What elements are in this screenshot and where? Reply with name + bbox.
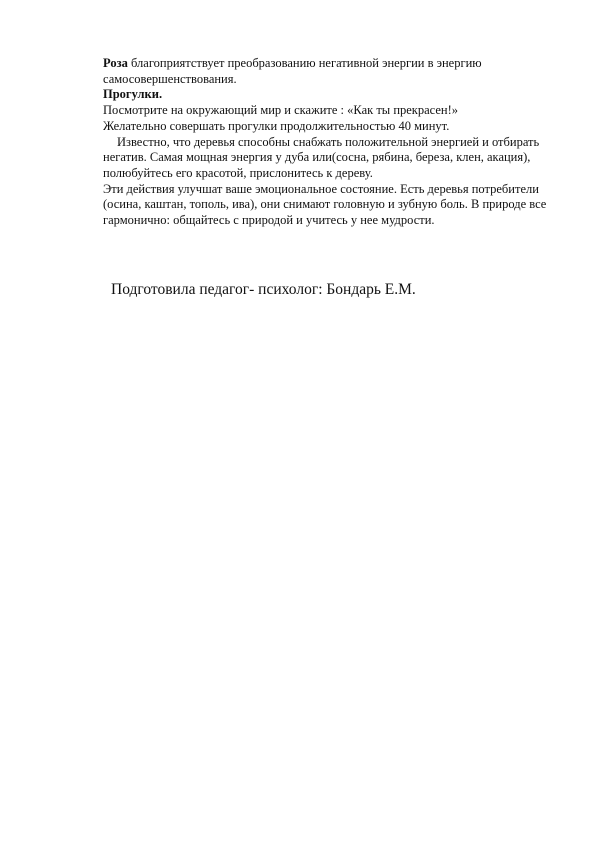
document-body [103, 56, 563, 229]
rose-text: благоприятствует преобразованию негативной энергии в энергию самосовершенствования. [103, 56, 482, 86]
walks-heading: Прогулки. [103, 87, 163, 102]
effects-paragraph: Эти действия улучшат ваше эмоциональное состояние. Есть деревья потребители (осина, каштан, тополь, ива), они снимают головную и зубную боль. В природе все гармонично: общайтесь с природой и учитесь у нее мудрости. [103, 181, 547, 228]
rose-paragraph [103, 56, 563, 87]
duration-line: Желательно совершать прогулки продолжительностью 40 минут. [103, 118, 450, 133]
look-line: Посмотрите на окружающий мир и скажите : «Как ты прекрасен!» [103, 103, 459, 118]
rose-word: Роза [103, 56, 128, 70]
author-signature: Подготовила педагог- психолог: Бондарь Е.М. [111, 281, 416, 298]
trees-paragraph: Известно, что деревья способны снабжать положительной энергией и отбирать негатив. Самая мощная энергия у дуба или(сосна, рябина, береза, клен, акация), полюбуйтесь его красотой, прислонитесь к дереву. [103, 134, 540, 180]
